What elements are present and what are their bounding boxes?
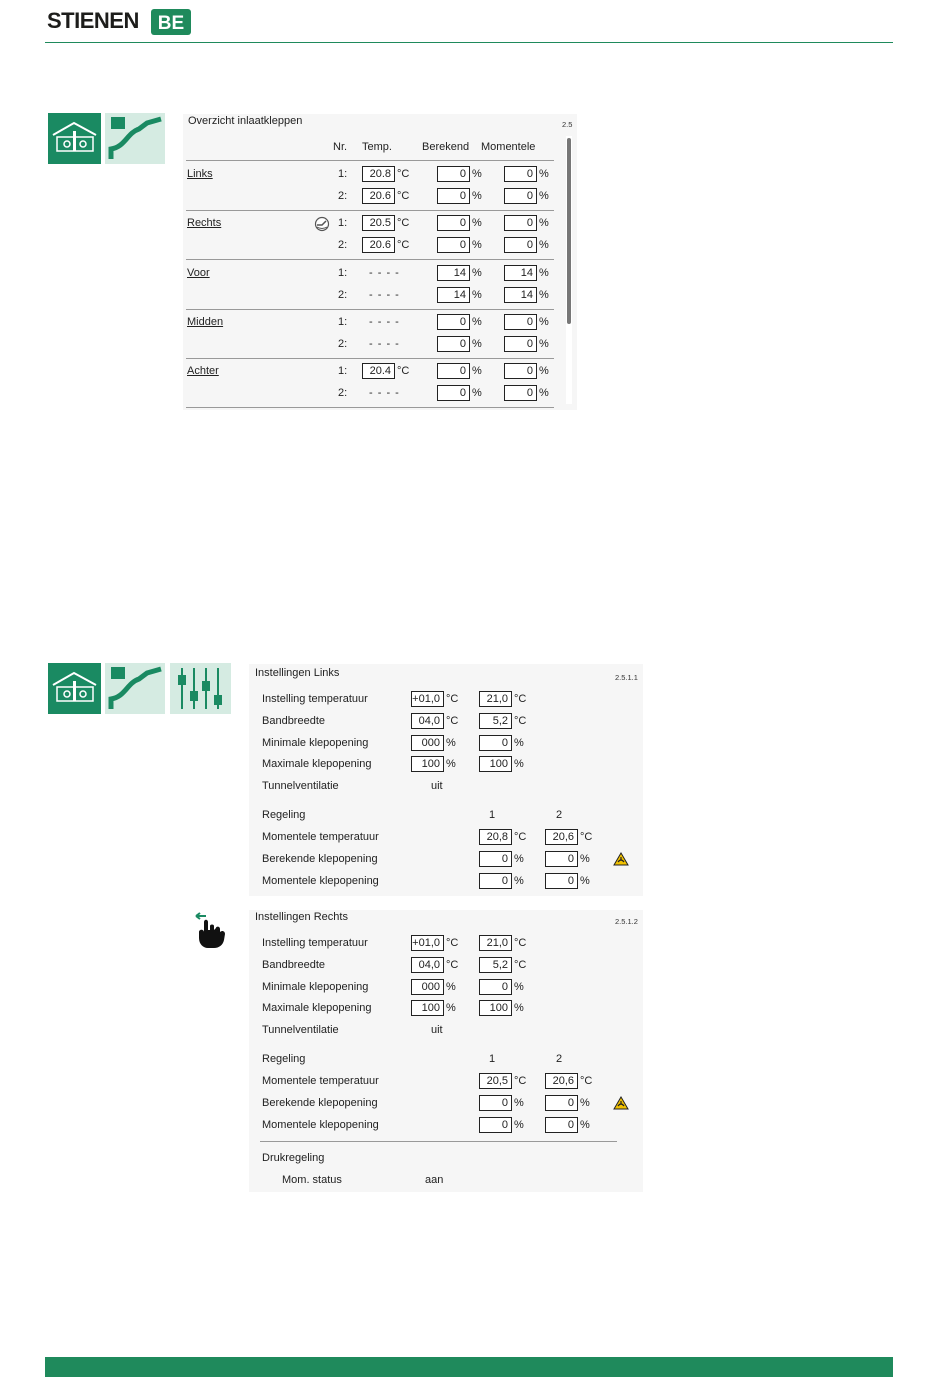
regeling-col-1: 1 — [489, 809, 496, 821]
mom-opening: 0 — [504, 336, 537, 352]
mom-unit: % — [539, 315, 549, 328]
setting-input[interactable]: 04,0 — [411, 957, 444, 973]
footer-bar — [45, 1357, 893, 1377]
temp-unavailable: - - - - — [369, 288, 400, 301]
druk-status-value: aan — [425, 1174, 444, 1186]
status-value-1: 20,8 — [479, 829, 512, 845]
setting-input[interactable]: 000 — [411, 735, 444, 751]
tunnel-label: Tunnelventilatie — [262, 1024, 339, 1037]
col-header-nr: Nr. — [333, 141, 348, 153]
mom-opening: 0 — [504, 363, 537, 379]
setting-label: Instelling temperatuur — [262, 937, 368, 949]
group-separator — [186, 358, 554, 359]
setting-current-unit: % — [514, 758, 524, 771]
mom-unit: % — [539, 337, 549, 350]
calc-opening: 14 — [437, 287, 470, 303]
setting-unit: % — [446, 1002, 456, 1015]
setting-unit: % — [446, 980, 456, 993]
setting-input[interactable]: 000 — [411, 979, 444, 995]
mom-unit: % — [539, 190, 549, 202]
calc-unit: % — [472, 337, 482, 350]
setting-unit: °C — [446, 958, 459, 971]
setting-unit: °C — [446, 937, 459, 949]
tunnel-value[interactable]: uit — [431, 1024, 443, 1037]
mom-opening: 0 — [504, 166, 537, 182]
temp-unit: °C — [397, 217, 410, 230]
valve-nr: 1: — [338, 365, 348, 378]
regeling-label: Regeling — [262, 809, 306, 821]
brand-name: STIENEN — [47, 8, 139, 33]
calc-unit: % — [472, 288, 482, 301]
warning-icon[interactable] — [613, 1096, 629, 1110]
status-value-1: 20,5 — [479, 1073, 512, 1089]
warning-icon[interactable] — [613, 852, 629, 866]
calc-opening: 14 — [437, 265, 470, 281]
group-link-links[interactable]: Links — [187, 168, 213, 180]
mom-unit: % — [539, 288, 549, 301]
regeling-label: Regeling — [262, 1053, 306, 1065]
brand-mark-text: BE — [157, 13, 185, 34]
temp-unit: °C — [397, 168, 410, 180]
setting-current-unit: % — [514, 1002, 524, 1015]
mom-opening: 0 — [504, 314, 537, 330]
status-unit-2: % — [580, 1118, 590, 1131]
setting-input[interactable]: 100 — [411, 1000, 444, 1016]
status-unit-2: % — [580, 1096, 590, 1109]
status-unit-1: % — [514, 1118, 524, 1131]
group-link-achter[interactable]: Achter — [187, 365, 219, 378]
calc-opening: 0 — [437, 336, 470, 352]
status-label: Momentele temperatuur — [262, 831, 379, 843]
status-unit-1: % — [514, 1096, 524, 1109]
group-separator — [186, 407, 554, 408]
status-value-2: 0 — [545, 1117, 578, 1133]
calc-unit: % — [472, 387, 482, 400]
valve-nr: 1: — [338, 217, 348, 230]
setting-label: Instelling temperatuur — [262, 693, 368, 705]
calc-unit: % — [472, 315, 482, 328]
tunnel-label: Tunnelventilatie — [262, 780, 339, 793]
regeling-col-2: 2 — [556, 1053, 563, 1065]
mom-opening: 0 — [504, 385, 537, 401]
setting-label: Maximale klepopening — [262, 758, 372, 771]
status-value-2: 0 — [545, 873, 578, 889]
setting-current-unit: °C — [514, 937, 527, 949]
temp-unavailable: - - - - — [369, 266, 400, 279]
house-icon-2 — [48, 663, 101, 714]
setting-label: Bandbreedte — [262, 714, 325, 727]
temp-unavailable: - - - - — [369, 337, 400, 350]
valve-nr: 2: — [338, 337, 348, 350]
calc-opening: 0 — [437, 166, 470, 182]
status-label: Momentele temperatuur — [262, 1075, 379, 1087]
temp-value: 20.4 — [362, 363, 395, 379]
status-unit-2: °C — [580, 831, 593, 843]
overview-code: 2.5 — [562, 120, 573, 129]
valve-nr: 1: — [338, 168, 348, 180]
status-value-2: 20,6 — [545, 829, 578, 845]
status-unit-2: % — [580, 852, 590, 865]
temp-unavailable: - - - - — [369, 387, 400, 400]
status-value-1: 0 — [479, 873, 512, 889]
setting-unit: °C — [446, 693, 459, 705]
status-unit-1: °C — [514, 831, 527, 843]
group-separator — [186, 259, 554, 260]
setting-label: Bandbreedte — [262, 958, 325, 971]
calc-unit: % — [472, 217, 482, 230]
calc-unit: % — [472, 190, 482, 202]
calc-unit: % — [472, 365, 482, 378]
mom-opening: 0 — [504, 237, 537, 253]
status-value-1: 0 — [479, 851, 512, 867]
valve-nr: 2: — [338, 239, 348, 252]
col-header-momentele: Momentele — [481, 141, 536, 153]
status-value-1: 0 — [479, 1095, 512, 1111]
settings-sliders-icon — [170, 663, 231, 714]
setting-current: 21,0 — [479, 935, 512, 951]
mom-opening: 0 — [504, 188, 537, 204]
calc-opening: 0 — [437, 188, 470, 204]
group-link-rechts[interactable]: Rechts — [187, 217, 222, 230]
temp-unit: °C — [397, 239, 410, 252]
setting-current: 100 — [479, 1000, 512, 1016]
regeling-col-2: 2 — [556, 809, 563, 821]
header-rule — [45, 42, 893, 43]
mom-opening: 0 — [504, 215, 537, 231]
rechts-panel — [249, 910, 643, 1192]
setting-unit: % — [446, 758, 456, 771]
mom-unit: % — [539, 266, 549, 279]
tunnel-value[interactable]: uit — [431, 780, 443, 793]
mom-unit: % — [539, 168, 549, 180]
group-link-voor[interactable]: Voor — [187, 266, 210, 279]
setting-current: 21,0 — [479, 691, 512, 707]
calc-opening: 0 — [437, 237, 470, 253]
status-label: Momentele klepopening — [262, 1118, 379, 1131]
hand-pointer-icon — [194, 912, 228, 950]
setting-current: 100 — [479, 756, 512, 772]
status-value-2: 0 — [545, 851, 578, 867]
brand-logo-mark — [151, 9, 191, 35]
col-header-berekend: Berekend — [422, 141, 470, 153]
temp-unit: °C — [397, 365, 410, 378]
temp-unit: °C — [397, 190, 410, 202]
calc-unit: % — [472, 266, 482, 279]
calc-opening: 0 — [437, 363, 470, 379]
setting-current: 0 — [479, 979, 512, 995]
house-icon — [48, 113, 101, 164]
status-label: Momentele klepopening — [262, 874, 379, 887]
temp-value: 20.8 — [362, 166, 395, 182]
setting-label: Minimale klepopening — [262, 980, 369, 993]
col-header-temp: Temp. — [362, 141, 392, 153]
group-separator — [186, 210, 554, 211]
rechts-code: 2.5.1.2 — [615, 917, 638, 926]
setting-current-unit: °C — [514, 693, 527, 705]
inlet-curve-icon — [105, 113, 165, 164]
status-value-2: 0 — [545, 1095, 578, 1111]
status-unit-1: °C — [514, 1075, 527, 1087]
valve-nr: 2: — [338, 288, 348, 301]
inlet-curve-icon-2 — [105, 663, 165, 714]
mom-unit: % — [539, 387, 549, 400]
calc-unit: % — [472, 239, 482, 252]
rechts-title: Instellingen Rechts — [255, 911, 348, 923]
mom-opening: 14 — [504, 287, 537, 303]
mom-unit: % — [539, 217, 549, 230]
setting-current: 5,2 — [479, 957, 512, 973]
druk-status-label: Mom. status — [282, 1174, 342, 1186]
temp-value: 20.5 — [362, 215, 395, 231]
status-label: Berekende klepopening — [262, 852, 378, 865]
links-title: Instellingen Links — [255, 667, 340, 679]
mom-unit: % — [539, 239, 549, 252]
temp-value: 20.6 — [362, 188, 395, 204]
setting-input[interactable]: +01,0 — [411, 691, 444, 707]
overview-header-rule — [186, 160, 554, 161]
calc-opening: 0 — [437, 314, 470, 330]
temp-unavailable: - - - - — [369, 315, 400, 328]
setting-current: 5,2 — [479, 713, 512, 729]
setting-current-unit: % — [514, 736, 524, 749]
setting-label: Minimale klepopening — [262, 736, 369, 749]
setting-unit: °C — [446, 714, 459, 727]
status-unit-1: % — [514, 874, 524, 887]
setting-input[interactable]: 100 — [411, 756, 444, 772]
valve-status-icon — [314, 216, 330, 232]
mom-opening: 14 — [504, 265, 537, 281]
valve-nr: 2: — [338, 190, 348, 202]
calc-opening: 0 — [437, 385, 470, 401]
links-code: 2.5.1.1 — [615, 673, 638, 682]
setting-unit: % — [446, 736, 456, 749]
setting-current-unit: °C — [514, 958, 527, 971]
group-separator — [186, 309, 554, 310]
valve-nr: 1: — [338, 266, 348, 279]
setting-current-unit: % — [514, 980, 524, 993]
status-unit-2: % — [580, 874, 590, 887]
setting-input[interactable]: 04,0 — [411, 713, 444, 729]
status-value-1: 0 — [479, 1117, 512, 1133]
druk-label: Drukregeling — [262, 1152, 325, 1164]
group-link-midden[interactable]: Midden — [187, 315, 224, 328]
temp-value: 20.6 — [362, 237, 395, 253]
status-label: Berekende klepopening — [262, 1096, 378, 1109]
status-unit-2: °C — [580, 1075, 593, 1087]
scrollbar-thumb[interactable] — [567, 138, 571, 324]
setting-current-unit: °C — [514, 714, 527, 727]
calc-unit: % — [472, 168, 482, 180]
setting-input[interactable]: +01,0 — [411, 935, 444, 951]
mom-unit: % — [539, 365, 549, 378]
calc-opening: 0 — [437, 215, 470, 231]
overview-title: Overzicht inlaatkleppen — [188, 115, 303, 127]
valve-nr: 2: — [338, 387, 348, 400]
setting-current: 0 — [479, 735, 512, 751]
valve-nr: 1: — [338, 315, 348, 328]
status-value-2: 20,6 — [545, 1073, 578, 1089]
druk-separator — [260, 1141, 617, 1142]
status-unit-1: % — [514, 852, 524, 865]
setting-label: Maximale klepopening — [262, 1002, 372, 1015]
regeling-col-1: 1 — [489, 1053, 496, 1065]
